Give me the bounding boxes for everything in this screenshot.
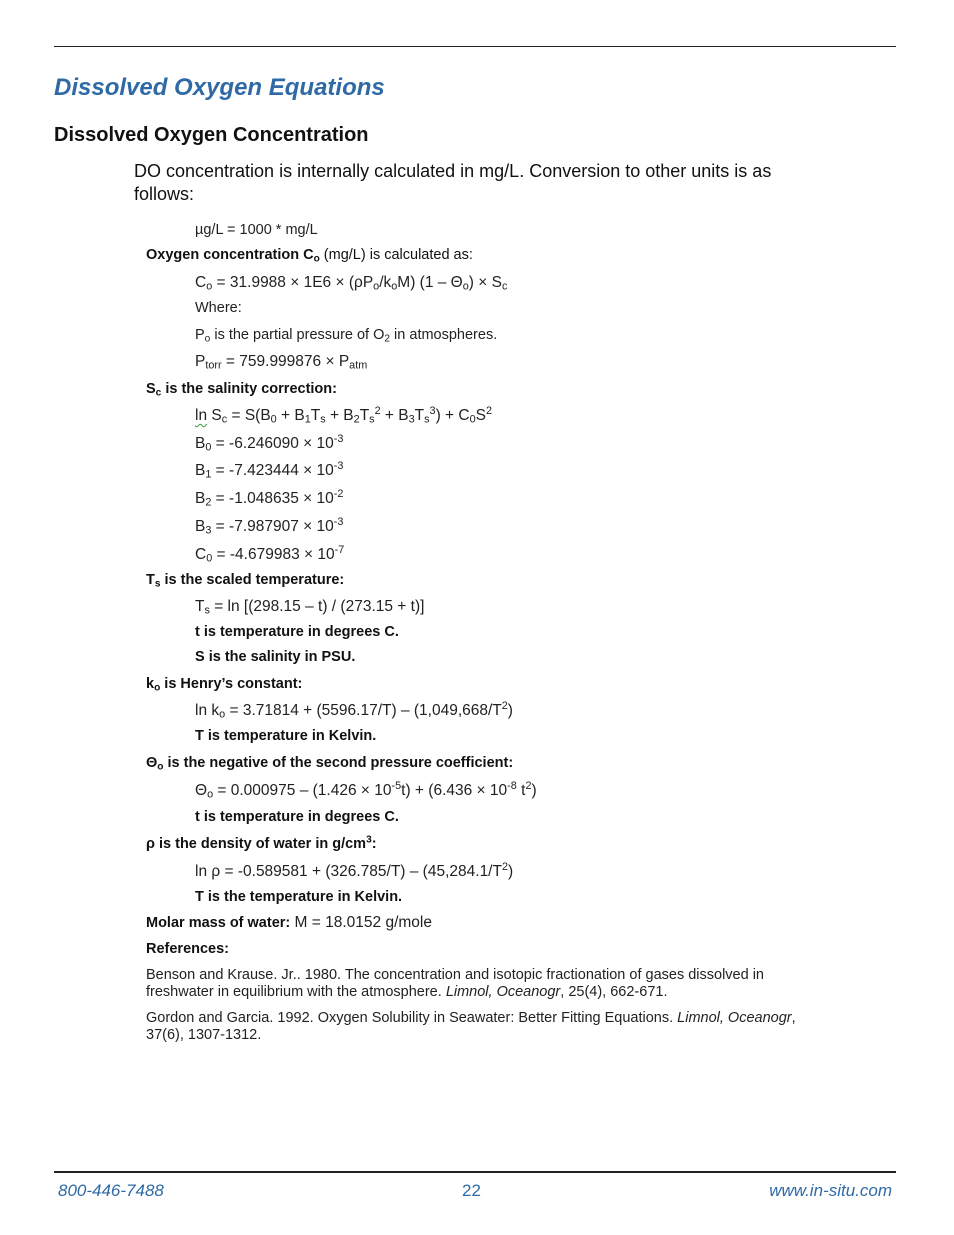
t-kelvin-note: T is temperature in Kelvin. <box>195 728 377 744</box>
references-heading: References: <box>146 941 230 957</box>
b0-constant: $B_0 = -6.246090 \times 10^{-3}$ <box>195 433 344 454</box>
po-definition: $P_o$ is the partial pressure of $O_2$ in atmospheres. <box>195 327 498 345</box>
ln-rho-equation: $\ln \rho = -0.589581 + (326.785/T) - (45,284.1/T^2)$ <box>195 861 514 880</box>
molar-mass-line: Molar mass of water: M = 18.0152 g/mole <box>146 914 432 931</box>
t-degrees-note-2: t is temperature in degrees C. <box>195 809 399 825</box>
ugl-conversion: µg/L = 1000 * mg/L <box>195 222 318 238</box>
section-heading: Dissolved Oxygen Concentration <box>54 124 369 146</box>
c0-constant: $C_0 = -4.679983 \times 10^{-7}$ <box>195 544 345 565</box>
oxygen-concentration-heading: Oxygen concentration $C_o$ (mg/L) is calculated as: <box>146 247 473 265</box>
salinity-correction-heading: $S_c$ is the salinity correction: <box>146 381 337 399</box>
pressure-coefficient-heading: $\Theta_o$ is the negative of the second pressure coefficient: <box>146 755 514 773</box>
ln-sc-equation: $\ln S_c = S(B_0 + B_1T_s + B_2T_s^2 + B_3T_s^3) + C_0S^2$ <box>195 405 493 426</box>
b3-constant: $B_3 = -7.987907 \times 10^{-3}$ <box>195 516 344 537</box>
t-kelvin-note-2: T is the temperature in Kelvin. <box>195 889 403 905</box>
page-title: Dissolved Oxygen Equations <box>54 74 385 101</box>
henry-constant-heading: $k_o$ is Henry’s constant: <box>146 676 303 694</box>
ln-ko-equation: $\ln k_o = 3.71814 + (5596.17/T) - (1,049,668/T^2)$ <box>195 700 513 721</box>
ts-equation: $T_s = \ln [(298.15 - t) / (273.15 + t)]$ <box>195 598 425 617</box>
theta-equation: $\Theta_o = 0.000975 - (1.426 \times 10^{-5}t) + (6.436 \times 10^{-8}$ $t^2$) <box>195 780 537 801</box>
footer-rule <box>54 1171 896 1173</box>
t-degrees-note: t is temperature in degrees C. <box>195 624 399 640</box>
scaled-temperature-heading: $T_s$ is the scaled temperature: <box>146 572 345 590</box>
where-label: Where: <box>195 300 242 316</box>
water-density-heading: ρ is the density of water in $g/cm^3$: <box>146 834 377 852</box>
co-equation: $C_o = 31.9988 \times 1E6 \times (\rho P_o/k_oM)$ $(1 - \Theta_o) \times S_c$ <box>195 274 508 293</box>
s-psu-note: S is the salinity in PSU. <box>195 649 356 665</box>
reference-benson-krause: Benson and Krause. Jr.. 1980. The concentration and isotopic fractionation of gases dissolved in freshwater in equilibrium with the atmosphere. Limnol, Oceanogr, 25(4), 662-671. <box>146 967 764 1000</box>
footer-page-number: 22 <box>462 1181 481 1200</box>
ptorr-equation: $P_{torr} = 759.999876 \times P_{atm}$ <box>195 353 368 372</box>
footer-website-link[interactable]: www.in-situ.com <box>769 1181 892 1200</box>
header-rule <box>54 46 896 47</box>
b2-constant: $B_2 = -1.048635 \times 10^{-2}$ <box>195 488 344 509</box>
intro-paragraph: DO concentration is internally calculated in mg/L. Conversion to other units is as follows: <box>134 161 772 204</box>
reference-gordon-garcia: Gordon and Garcia. 1992. Oxygen Solubility in Seawater: Better Fitting Equations. Limnol, Oceanogr, 37(6), 1307-1312. <box>146 1010 796 1043</box>
footer-phone: 800-446-7488 <box>58 1181 164 1200</box>
b1-constant: $B_1 = -7.423444 \times 10^{-3}$ <box>195 460 344 481</box>
